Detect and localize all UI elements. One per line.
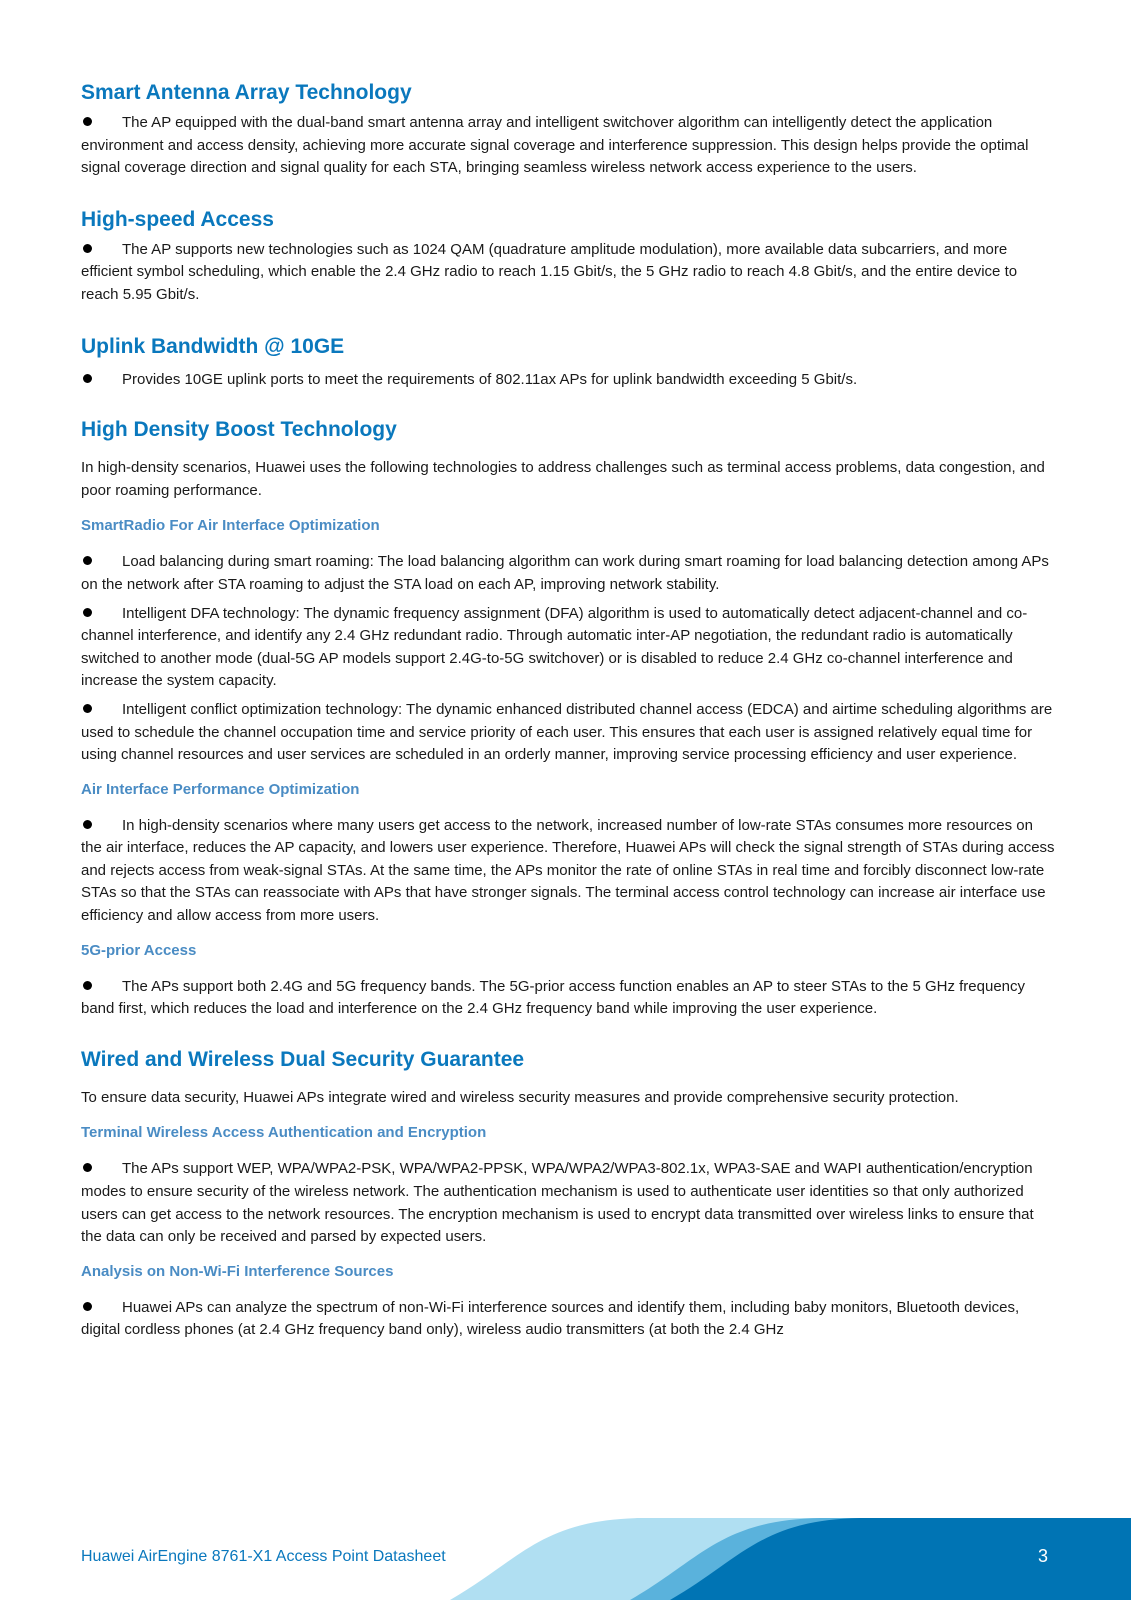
footer-document-title: Huawei AirEngine 8761-X1 Access Point Datasheet [81, 1548, 446, 1565]
bullet-item: The AP equipped with the dual-band smart antenna array and intelligent switchover algorithm can intelligently detect the application environment and access density, achieving more accurate signal coverage and interference suppression. This design helps provide the optimal signal coverage direction and signal quality for each STA, bringing seamless wireless network access experience to the users. [81, 114, 1029, 177]
bullet-icon [83, 1163, 92, 1172]
bullet-item: Huawei APs can analyze the spectrum of non-Wi-Fi interference sources and identify them, including baby monitors, Bluetooth devices, digital cordless phones (at 2.4 GHz frequency band only), wireless audio transmitters (at both the 2.4 GHz [81, 1298, 1020, 1339]
bullet-item: The APs support both 2.4G and 5G frequency bands. The 5G-prior access function enables an AP to steer STAs to the 5 GHz frequency band first, which reduces the load and interference on the 2.4 GHz frequency band while improving the user experience. [81, 977, 1026, 1018]
bullet-icon [83, 1302, 92, 1311]
subsection-heading: Air Interface Performance Optimization [81, 780, 360, 798]
section-heading: Wired and Wireless Dual Security Guarantee [81, 1047, 525, 1071]
section-heading: Smart Antenna Array Technology [81, 81, 412, 104]
bullet-item: Provides 10GE uplink ports to meet the requirements of 802.11ax APs for uplink bandwidth exceeding 5 Gbit/s. [81, 369, 1056, 392]
section-intro: To ensure data security, Huawei APs integrate wired and wireless security measures and provide comprehensive security protection. [81, 1088, 959, 1106]
section-intro: In high-density scenarios, Huawei uses the following technologies to address challenges such as terminal access problems, data congestion, and poor roaming performance. [81, 459, 1045, 499]
subsection-heading: SmartRadio For Air Interface Optimization [81, 517, 380, 535]
bullet-icon [83, 117, 92, 126]
section-heading: High Density Boost Technology [81, 418, 397, 442]
section-heading: Uplink Bandwidth @ 10GE [81, 334, 345, 358]
bullet-item: In high-density scenarios where many users get access to the network, increased number of low-rate STAs consumes more resources on the air interface, reduces the AP capacity, and lowers user experience. Therefore, Huawei APs will check the signal strength of STAs during access and rejects access from weak-signal STAs. At the same time, the APs monitor the rate of online STAs in real time and forcibly disconnect low-rate STAs so that the STAs can reassociate with APs that have stronger signals. The terminal access control technology can increase air interface use efficiency and allow access from more users. [81, 816, 1055, 925]
bullet-icon [83, 608, 92, 617]
bullet-icon [83, 374, 92, 383]
bullet-icon [83, 820, 92, 829]
bullet-item: Load balancing during smart roaming: The load balancing algorithm can work during smart roaming for load balancing detection among APs on the network after STA roaming to adjust the STA load on each AP, improving network stability. [81, 553, 1049, 593]
subsection-heading: 5G-prior Access [81, 941, 197, 959]
subsection-heading: Terminal Wireless Access Authentication and Encryption [81, 1124, 487, 1142]
document-body [81, 78, 1056, 1342]
section-heading: High-speed Access [81, 207, 274, 231]
bullet-item: The AP supports new technologies such as 1024 QAM (quadrature amplitude modulation), more available data subcarriers, and more efficient symbol scheduling, which enable the 2.4 GHz radio to reach 1.15 Gbit/s, the 5 GHz radio to reach 4.8 Gbit/s, and the entire device to reach 5.95 Gbit/s. [81, 240, 1018, 303]
bullet-icon [83, 981, 92, 990]
bullet-item: Intelligent DFA technology: The dynamic frequency assignment (DFA) algorithm is used to automatically detect adjacent-channel and co-channel interference, and identify any 2.4 GHz redundant radio. Through automatic inter-AP negotiation, the redundant radio is automatically switched to another mode (dual-5G AP models support 2.4G-to-5G switchover) or is disabled to reduce 2.4 GHz co-channel interference and increase the system capacity. [81, 604, 1028, 690]
bullet-item: Intelligent conflict optimization technology: The dynamic enhanced distributed channel access (EDCA) and airtime scheduling algorithms are used to schedule the channel occupation time and service priority of each user. This ensures that each user is assigned relatively equal time for using channel resources and user services are scheduled in an orderly manner, improving service processing efficiency and user experience. [81, 700, 1053, 764]
subsection-heading: Analysis on Non-Wi-Fi Interference Sources [81, 1262, 394, 1280]
bullet-icon [83, 556, 92, 565]
bullet-item: The APs support WEP, WPA/WPA2-PSK, WPA/WPA2-PPSK, WPA/WPA2/WPA3-802.1x, WPA3-SAE and WAPI authentication/encryption modes to ensure security of the wireless network. The authentication mechanism is used to authenticate user identities so that only authorized users can get access to the network resources. The encryption mechanism is used to encrypt data transmitted over wireless links to ensure that the data can only be received and parsed by expected users. [81, 1160, 1034, 1246]
bullet-icon [83, 244, 92, 253]
bullet-icon [83, 704, 92, 713]
page-number: 3 [1038, 1546, 1049, 1566]
